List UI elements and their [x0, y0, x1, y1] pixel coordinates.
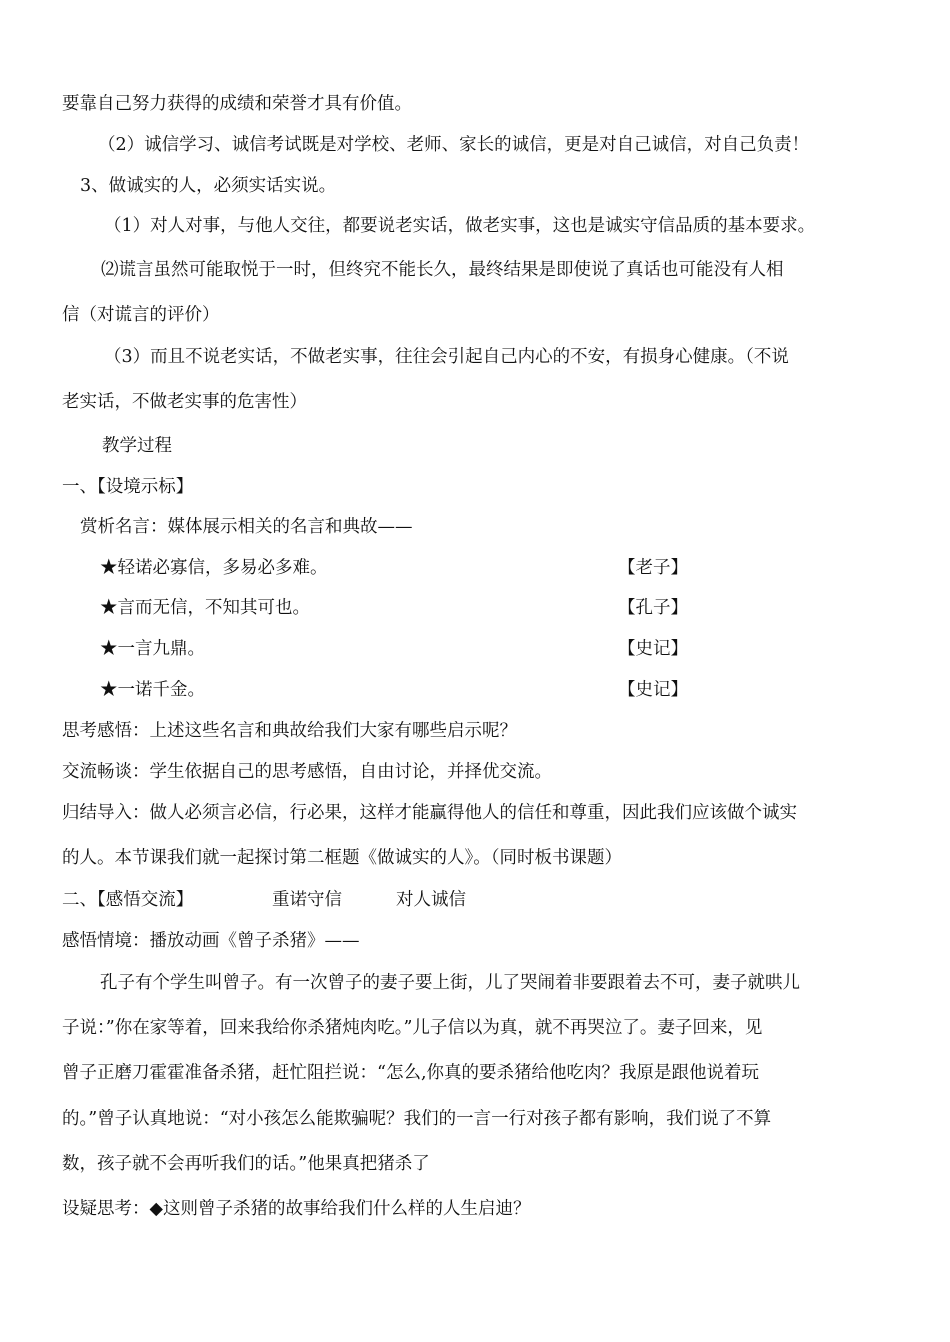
quote-text: ★言而无信，不知其可也。 — [100, 598, 310, 618]
story-line: 的。”曾子认真地说：“对小孩怎么能欺骗呢？我们的一言一行对孩子都有影响，我们说了不算 — [62, 1109, 772, 1129]
story-line: 子说：”你在家等着，回来我给你杀猪炖肉吃。”儿子信以为真，就不再哭泣了。妻子回来，见 — [62, 1018, 763, 1038]
paragraph-line: 交流畅谈：学生依据自己的思考感悟，自由讨论，并择优交流。 — [62, 762, 552, 782]
quote-text: ★轻诺必寡信，多易必多难。 — [100, 558, 328, 578]
paragraph-line: 信（对谎言的评价） — [62, 305, 220, 325]
story-line: 曾子正磨刀霍霍准备杀猪，赶忙阻拦说：“怎么,你真的要杀猪给他吃肉？我原是跟他说着玩 — [62, 1063, 760, 1083]
paragraph-line: 要靠自己努力获得的成绩和荣誉才具有价值。 — [62, 94, 412, 114]
quote-source: 【史记】 — [618, 639, 688, 659]
quote-source: 【孔子】 — [618, 598, 688, 618]
paragraph-line: ⑵谎言虽然可能取悦于一时，但终究不能长久，最终结果是即使说了真话也可能没有人相 — [101, 260, 784, 280]
quote-source: 【老子】 — [618, 558, 688, 578]
paragraph-line: 3、做诚实的人，必须实话实说。 — [80, 176, 337, 196]
paragraph-line: （3）而且不说老实话，不做老实事，往往会引起自己内心的不安，有损身心健康。（不说 — [104, 347, 789, 367]
paragraph-line: 赏析名言：媒体展示相关的名言和典故—— — [80, 517, 413, 537]
paragraph-line: 感悟情境：播放动画《曾子杀猪》—— — [62, 931, 360, 951]
section-heading: 二、【感悟交流】 — [62, 890, 194, 910]
story-line: 数，孩子就不会再听我们的话。”他果真把猪杀了 — [62, 1154, 430, 1174]
section-subtopic: 重诺守信 — [272, 890, 342, 910]
paragraph-line: 老实话，不做老实事的危害性） — [62, 392, 307, 412]
paragraph-line: 思考感悟：上述这些名言和典故给我们大家有哪些启示呢？ — [62, 721, 517, 741]
paragraph-line: 设疑思考：◆这则曾子杀猪的故事给我们什么样的人生启迪？ — [62, 1199, 531, 1219]
quote-source: 【史记】 — [618, 680, 688, 700]
story-line: 孔子有个学生叫曾子。有一次曾子的妻子要上街，儿了哭闹着非要跟着去不可，妻子就哄儿 — [100, 973, 800, 993]
section-subtopic: 对人诚信 — [396, 890, 466, 910]
paragraph-line: （1）对人对事，与他人交往，都要说老实话，做老实事，这也是诚实守信品质的基本要求。 — [104, 216, 816, 236]
paragraph-line: （2）诚信学习、诚信考试既是对学校、老师、家长的诚信，更是对自己诚信，对自己负责！ — [98, 135, 810, 155]
paragraph-line: 归结导入：做人必须言必信，行必果，这样才能赢得他人的信任和尊重，因此我们应该做个诚实 — [62, 803, 797, 823]
paragraph-line: 的人。本节课我们就一起探讨第二框题《做诚实的人》。（同时板书课题） — [62, 848, 622, 868]
section-heading: 一、【设境示标】 — [62, 477, 194, 497]
quote-text: ★一言九鼎。 — [100, 639, 205, 659]
quote-text: ★一诺千金。 — [100, 680, 205, 700]
section-title: 教学过程 — [102, 436, 172, 456]
